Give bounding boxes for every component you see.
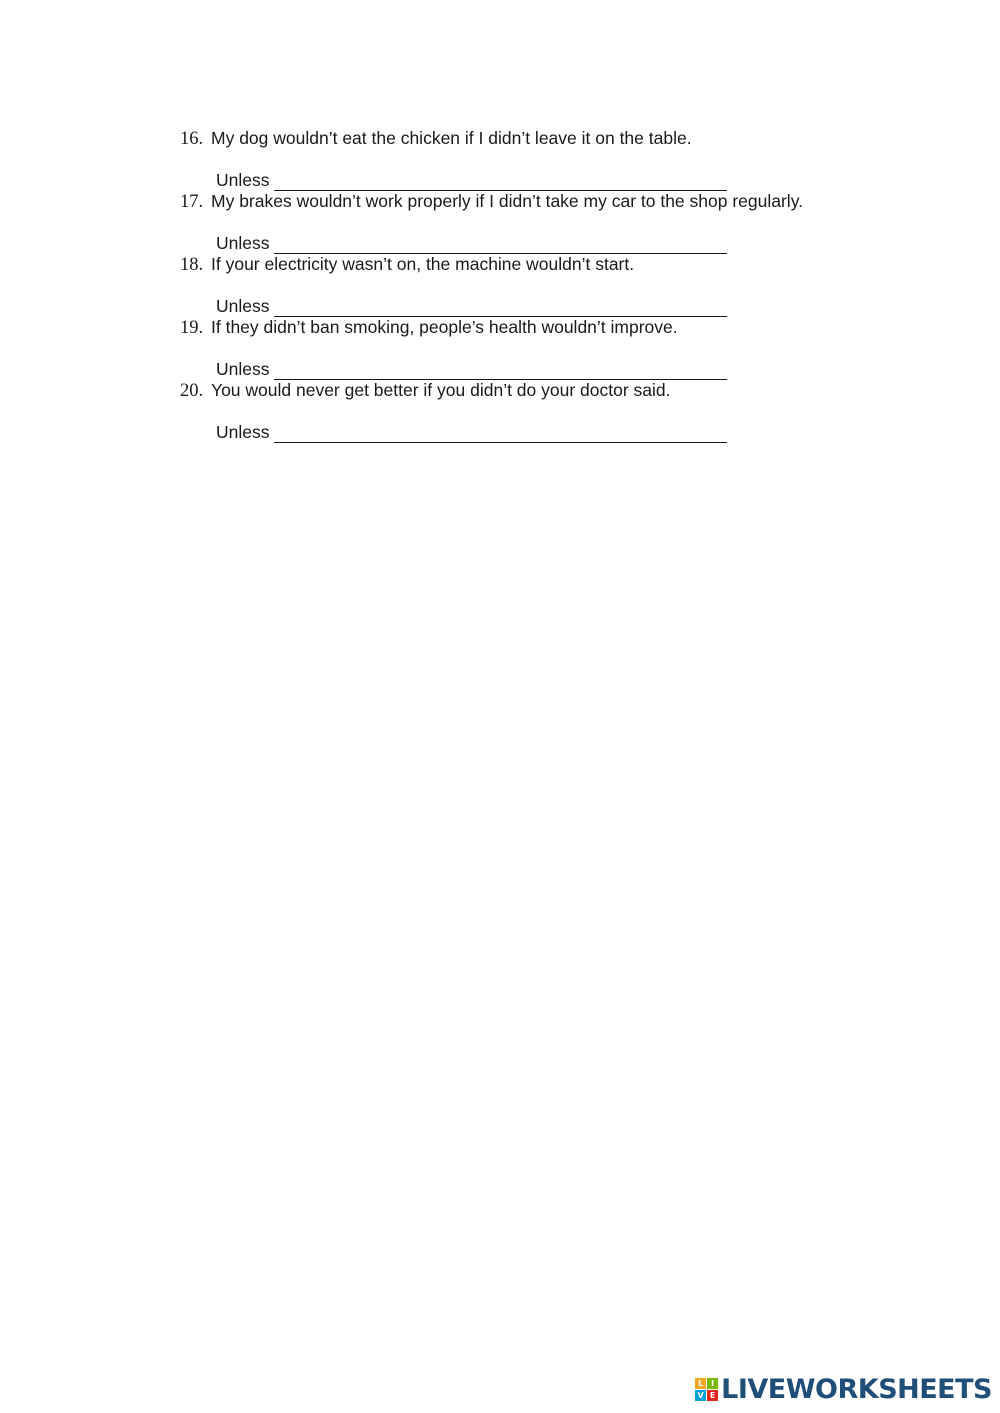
question-sentence: My brakes wouldn’t work properly if I didn’t take my car to the shop regularly. [211, 191, 804, 211]
brand-wordmark: LIVEWORKSHEETS [721, 1373, 992, 1405]
question-line [180, 254, 880, 285]
question-number: 19. [180, 318, 204, 338]
question-line [180, 191, 880, 222]
question-line [180, 380, 880, 411]
answer-line [180, 285, 880, 317]
question-line [180, 317, 880, 348]
liveworksheets-brand [695, 1371, 992, 1407]
answer-input-16[interactable] [274, 170, 727, 191]
answer-input-20[interactable] [274, 422, 727, 443]
question-sentence: If they didn’t ban smoking, people’s health wouldn’t improve. [211, 317, 678, 337]
question-sentence: If your electricity wasn’t on, the machine wouldn’t start. [211, 254, 635, 274]
answer-prefix: Unless [216, 296, 270, 316]
question-sentence: You would never get better if you didn’t do your doctor said. [211, 380, 671, 400]
question-16 [180, 128, 880, 191]
answer-prefix: Unless [216, 233, 270, 253]
answer-line [180, 411, 880, 443]
worksheet [180, 128, 880, 443]
question-18 [180, 254, 880, 317]
answer-line [180, 348, 880, 380]
answer-input-17[interactable] [274, 233, 727, 254]
question-number: 16. [180, 129, 204, 149]
answer-prefix: Unless [216, 170, 270, 190]
logo-tile: E [707, 1390, 718, 1401]
answer-line [180, 159, 880, 191]
question-number: 20. [180, 381, 204, 401]
answer-prefix: Unless [216, 422, 270, 442]
answer-line [180, 222, 880, 254]
answer-input-19[interactable] [274, 359, 727, 380]
question-line [180, 128, 880, 159]
logo-tile: L [695, 1378, 706, 1389]
question-20 [180, 380, 880, 443]
question-number: 18. [180, 255, 204, 275]
question-sentence: My dog wouldn’t eat the chicken if I didn’t leave it on the table. [211, 128, 692, 148]
answer-input-18[interactable] [274, 296, 727, 317]
logo-tile: V [695, 1390, 706, 1401]
question-19 [180, 317, 880, 380]
answer-prefix: Unless [216, 359, 270, 379]
logo-tile: I [707, 1378, 718, 1389]
liveworksheets-logo-icon [695, 1378, 718, 1401]
question-number: 17. [180, 192, 204, 212]
question-17 [180, 191, 880, 254]
